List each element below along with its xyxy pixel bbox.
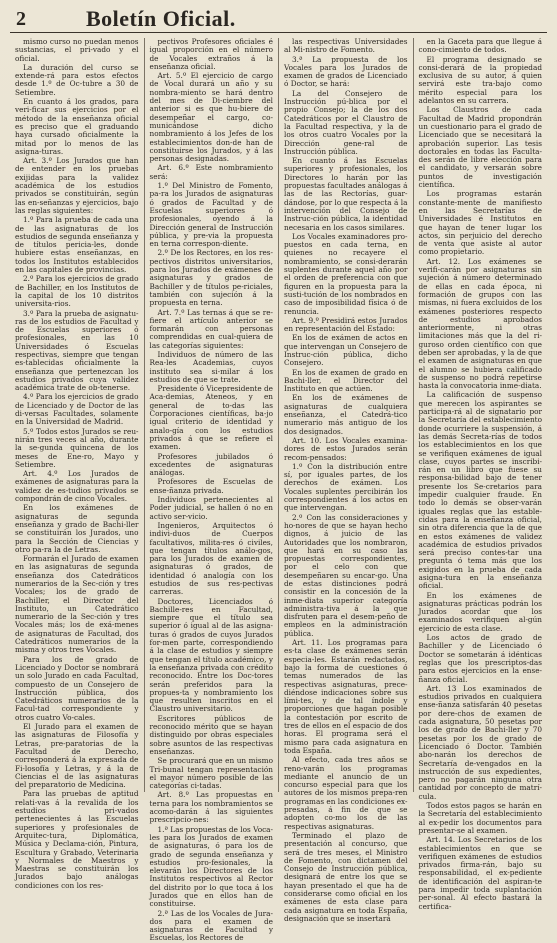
paragraph: 2.º Con las consideraciones y ho-nores de que se hayan hecho dignos, á juicio de las Autoridades que los nombraron, que hará en su caso las propuestas correspondientes, por el celo con que desempeñaren su encar-go. Una de estas distinciones podrá consistir en la concesión de la inme-diata superior categoría administra-tiva á la que disfruten para el desem-peño de empleos en la administración pública. [284, 512, 408, 638]
paragraph: Se procurará que en un mismo Tri-bunal tengan representación el mayor número posible de las categorías ci-tadas. [149, 756, 273, 791]
paragraph: En los exámenes de asignaturas prácticas podrán los Jurados acordar que los examinados verifiquen al-gún ejercicio de esta clase. [418, 590, 542, 633]
paragraph: Todos estos pagos se harán en la Secretaría del establecimiento al ex-pedir los documentos para presentar-se al examen. [418, 801, 542, 835]
paragraph: En cuanto á los grados, para veri-ficar sus ejercicios por el método de la enseñanza oficial es preciso que el graduando haya cursado oficialmente la mitad por lo menos de las asigna-turas. [15, 97, 139, 156]
paragraph: Profesores de Escuelas de ense-ñanza privada. [149, 477, 273, 495]
paragraph: 1.ª Las propuestas de los Voca-les para los Jurados de examen de asignaturas, ó para los de grado de segunda enseñanza y estudios pro-fesionales, la elevarán los Directores de los Institutos respectivos al Rector del distrito por lo que toca á los Jurados que en ellos han de constituirse. [149, 824, 273, 909]
paragraph: En los de examen de grado en Bachi-ller, el Director del Instituto en que actúen. [284, 367, 408, 394]
paragraph: Art. 14. Los Secretarios de los establecimientos en que se verifiquen exámenes de estudios privados firma-rán, bajo su responsabilidad, el ex-pediente de identificación del aspiran-te para impedir toda suplantación per-sonal. Al efecto bastará la certifica- [418, 835, 542, 911]
paragraph: Art. 10. Los Vocales examina-dores de estos Jurados serán recom-pensados: [284, 435, 408, 462]
text-columns [10, 37, 547, 943]
paragraph: Individuos pertenecientes al Poder judicial, se hallen ó no en activo ser-vicio. [149, 495, 273, 521]
paragraph: Art. 5.º El ejercicio de cargo de Vocal durará un año y su nombra-miento se hará dentro del mes de Di-ciembre del anterior si es que hu-biere de desempeñar el cargo, co-municándose dicho nombramiento á los Jefes de los establecimientos don-de han de constituirse los Jurados, y á las personas designadas. [149, 71, 273, 164]
paragraph: Doctores, Licenciados ó Bachille-res en Facultad, siempre que el título sea superior ó igual al de las asigna-turas ó grados de cuyos Jurados for-men parte, correspondiendo á la clase de estudios y siempre que tengan el título académico, y la enseñanza privada con crédito reconocido. Entre los Doc-tores serán preferidos para la propues-ta y nombramiento los que resulten inscritos en el Claustro universitario. [149, 596, 273, 714]
paragraph: 2.º Para los ejercicios de grado de Bachiller, en los Institutos de la capital de los 10 distritos universita-rios. [15, 274, 139, 309]
column-2 [145, 37, 280, 943]
paragraph: Los actos de grado de Bachiller y de Licenciado ó Doctor se sometarán á idénticas reglas que los prescriptos-das para estos ejercicios en la ense-ñanza oficial. [418, 633, 542, 684]
paragraph: Formarán el Jurado de examen en las asignaturas de segunda enseñanza dos Catedráticos numerarios de la Sec-ción y tres Vocales; los de grado de Bachiller, el Director del Instituto, un Catedrático numerario de la Sec-ción y tres Vocales más; los de exá-menes de asignaturas de Facultad, dos Catedráticos numerarios de la misma y otros tres Vocales. [15, 554, 139, 655]
paragraph: Art. 8.º Las propuestas en terna para los nombramientos se acomo-darán á las siguientes prescripcio-nes: [149, 790, 273, 825]
paragraph: El Jurado para el examen de las asignaturas de Filosofía y Letras, pre-paratorias de la Facultad de Derecho, corresponderá á la expresada de Fi-losofía y Letras, y á la de Ciencias el de las asignaturas del preparatorio de Medicina. [15, 722, 139, 790]
paragraph: Presidente ó Vicepresidente de Aca-demias, Ateneos, y en general de to-das las Corporaciones científicas, ba-jo igual criterio de identidad y analo-gía con los estudios privados á que se refiere el examen. [149, 384, 273, 452]
column-4 [414, 37, 548, 911]
paragraph: Ingenieros, Arquitectos ó indivi-duos de Cuerpos facultativos, milita-res ó civiles, que tengan títulos análo-gos, para los Jurados de examen de asignaturas ó grados, de identidad ó analogía con los estudios de sus res-pectivas carreras. [149, 520, 273, 597]
paragraph: La del Consejero de Instrucción pú-blica por el propio Consejo; la de los dos Catedráticos por el Claustro de la Facultad respectiva, y la de los otros cuatro Vocales por la Dirección gene-ral de Instrucción pública. [284, 88, 408, 156]
paragraph: Art. 4.º Los Jurados de exámenes de asignaturas para la validez de es-tudios privados se compondrán de cinco Vocales. [15, 469, 139, 504]
paragraph: pectivos Profesores oficiales é igual proporción en el número de Vocales extraños á la enseñanza oficial. [149, 37, 273, 71]
paragraph: 3.º Para la prueba de asignatu-ras de los estudios de Facultad y de Escuelas superiores ó profesionales, en las 10 Universidades ó Escuelas respectivas, siempre que tengan es-tablecidas oficialmente la enseñanza que pertenezcan los estudios privados cuya validez académica trate de ob-tenerse. [15, 308, 139, 393]
paragraph: 2.º De los Rectores, en los res-pectivos distritos universitarios, para los Jurados de exámenes de asignaturas y grados de Bachiller y de títulos pe-riciales, también con sujeción á la propuesta en terna. [149, 248, 273, 308]
paragraph: Los Claustros de cada Facultad de Madrid propondrán un cuestionario para el grado de Licenciado que se necesitará la aprobación superior. Las tesis doctorales en todas las Faculta-des serán de libre elección para el candidato, y versarán sobre puntos de investigación científica. [418, 105, 542, 190]
paragraph: Para los de grado de Licenciado y Doctor se nombrará un solo Jurado en cada Facultad, compuesto de un Consejero de Instrucción pública, dos Catedráticos numerarios de la Facul-tad correspondiente y otros cuatro Vo-cales. [15, 654, 139, 722]
paragraph: Individuos de número de las Rea-les Academias, cuyos instituto sea si-milar á los estudios de que se trate. [149, 349, 273, 384]
page-header [10, 6, 547, 33]
paragraph: en la Gaceta para que llegue á cono-cimiento de todos. [418, 37, 542, 55]
paragraph: Profesores jubilados ó excedentes de asignaturas análogas. [149, 451, 273, 478]
paragraph: 3.ª La propuesta de los Vocales para los Jurados de examen de grados de Licenciado ó Doctor, se hará: [284, 54, 408, 89]
paragraph: las respectivas Universidades al Mi-nistro de Fomento. [284, 37, 408, 55]
paragraph: Art. 12. Los exámenes se verifi-carán por asignaturas sin sujeción á número determinado de ellas en cada época, ni formación de grupos con las mismas, ni fuera excluidos de los exámenes posteriores respecto de estudios aprobados anteriormente, ni otras limitaciones más que la del ri-guroso orden científico con que deben ser aprobadas, y la de que el examen de asignaturas en que el alumno se hubiera calificado de suspenso no podrá repetirse hasta la convocatoria inme-diata. [418, 256, 542, 391]
paragraph: En los de exámenes de asignaturas de cualquiera enseñanza, el Catedrá-tico numerario más antiguo de los dos designados. [284, 393, 408, 436]
paragraph: 1.º Del Ministro de Fomento, pa-ra los Jurados de asignaturas ó grados de Facultad y de Escuelas superiores ó profesionales, oyendo á la Dirección general de Instrucción pública, y pre-via la propuesta en terna correspon-diente. [149, 181, 273, 249]
paragraph: La calificación de suspenso que merecen los aspirantes se participa-rá al de signatario por la Secretaría del establecimiento donde ocurriere la suspensión, á las demás Secreta-rías de todos los establecimientos en los que se verifiquen exámenes de igual clase, cuyos partes se inscribi-rán en un libro que fuese su responsa-bilidad bajo de tener presente los Se-cretarios para impedir cualquier fraude. En todo lo demás se obser-varán iguales reglas que las estable-cidas para la enseñanza oficial, sin otra diferencia que la de que en estos exámenes de validez académica de estudios privados será preciso contes-tar una pregunta ó tema más que los exigidos en la prueba de cada asigna-tura en la enseñanza oficial. [418, 390, 542, 591]
paragraph: Escritores públicos de reconocido mérito que se hayan distinguido por obras especiales sobre asuntos de las respectivas enseñanzas. [149, 713, 273, 756]
paragraph: 1.º Con la distribución entre sí, por iguales partes, de los derechos de exámen. Los Vocales suplentes percibirán los correspondientes á los actos en que intervengan. [284, 461, 408, 513]
paragraph: 5.º Todos estos Jurados se reu-nirán tres veces al año, durante la se-gunda quincena de los meses de Ene-ro, Mayo y Setiembre. [15, 426, 139, 469]
page-number: 2 [16, 7, 26, 30]
paragraph: Art. 13 Los examinados de estudios privados en cualquiera ense-ñanza satisfarán 40 pesetas por dere-chos de examen de cada asignatura, 50 pesetas por los de grado de Bachi-ller y 70 pesetas por los de grado de Licenciado ó Doctor. También abo-narán los derechos de Secretaría de-vengados en la instrucción de sus expedientes, pero no pagarán ninguna otra cantidad por concepto de matrí-cula. [418, 683, 542, 801]
paragraph: Los programas estarán constante-mente de manifiesto en las Secretarías de Universidades é Institutos en que hayan de tener lugar los actos, sin perjuicio del derecho de venta que asiste al autor como propietario. [418, 189, 542, 257]
paragraph: 1.º Para la prueba de cada una de las asignaturas de los estudios de segunda enseñanza y de títulos pericia-les, donde hubiere estas enseñanzas, en todos los Institutos establecidos en las capitales de provincias. [15, 215, 139, 275]
paragraph: Art. 11. Los programas para es-ta clase de exámenes serán especia-les. Estarán redactados, bajo la forma de cuestiones ó temas numerados de las respectivas asignaturas, prece-diéndose indicaciones sobre sus lími-tes, y de tal índole y proporciones que hagan posible la contestación por escrito de tres de ellos en el espacio de dos horas. El programa será el mismo para cada asignatura en toda España. [284, 638, 408, 755]
publication-title: Boletín Oficial. [86, 6, 236, 31]
paragraph: Art. 7.º Las ternas á que se re-fiere el artículo anterior se formarán con personas comprendidas en cual-quiera de las categorías siguientes: [149, 307, 273, 350]
paragraph: En los de exámen de actos en que intervengan un Consejero de Instruc-ción pública, dicho Consejero. [284, 333, 408, 368]
paragraph: El programa designado se consi-derará de la propiedad exclusiva de su autor, á quien servirá este tra-bajo como mérito especial para los adelantos en su carrera. [418, 54, 542, 106]
paragraph: En los exámenes de asignaturas de segunda enseñanza y grado de Bachi-ller se constituirán los Jurados, uno para la Sección de Ciencias y otro pa-ra la de Letras. [15, 503, 139, 554]
paragraph: Los Vocales examinadores pro-puestos en cada terna, en quienes no recayere el nombramiento, se consi-derarán suplentes durante aquel año por el orden de preferencia con que figuren en la propuesta para la susti-tución de los nombrados en caso de imposibilidad física ó de renuncia. [284, 231, 408, 316]
paragraph: mismo curso no puedan menos sustancias, el pri-vado y el oficial. [15, 37, 139, 63]
paragraph: En cuanto á las Escuelas superiores y profesionales, los Directores lo harán por las propuestas facultades análogas á las de las Rectorías, guar-dándose, por lo que respecta á la intervención del Consejo de Instruc-ción pública, la identidad necesaria en los casos similares. [284, 156, 408, 232]
paragraph: La duración del curso se extende-rá para estos efectos desde 1.º de Oc-tubre a 30 de Setiembre. [15, 62, 139, 97]
paragraph: 2.ª Las de los Vocales de Jura-dos para el examen de asignaturas de Facultad y Escuelas, los Rectores de [149, 908, 273, 943]
column-1 [10, 37, 145, 890]
paragraph: Art. 9.º Presidirá estos Jurados en representación del Estado: [284, 315, 408, 334]
paragraph: Art. 6.º Este nombramiento será: [149, 163, 273, 181]
paragraph: Al efecto, cada tres años se reno-varán los programas mediante el anuncio de un concurso especial para que los autores de los mismos prepa-ren programas en las condiciones ex-presadas, á fin de que se adopten co-mo los de las respectivas asignaturas. [284, 755, 408, 831]
paragraph: Art. 3.º Los Jurados que han de entender en los pruebas exijidas para la validez académica de los estudios privados se constituirán, según las en-señanzas y ejercicios, bajo las reglas siguientes: [15, 156, 139, 215]
column-3 [279, 37, 414, 923]
paragraph: Terminado el plazo de presentación al concurso, que será de tres meses, el Ministro de Fomento, con dictamen del Consejo de Instrucción pública, designará de entre los que se hayan presentado el que ha de considerarse como oficial en los exámenes de esta clase para cada asignatura en toda España, designación que se insertará [284, 830, 408, 923]
paragraph: 4.º Para los ejercicios de grado de Licenciado y de Doctor de las di-versas Facultades, solamente en la Universidad de Madrid. [15, 392, 139, 427]
paragraph: Para las pruebas de aptitud relati-vas á la revalida de los estudios pri-vados pertenecientes á las Escuelas superiores y profesionales de Arquitec-tura, Diplomática, Música y Declama-ción, Pintura, Escultura y Grabado, Veterinaria y Normales de Maestros y Maestras se constituirán los Jurados bajo análogas condiciones con los res- [15, 789, 139, 890]
